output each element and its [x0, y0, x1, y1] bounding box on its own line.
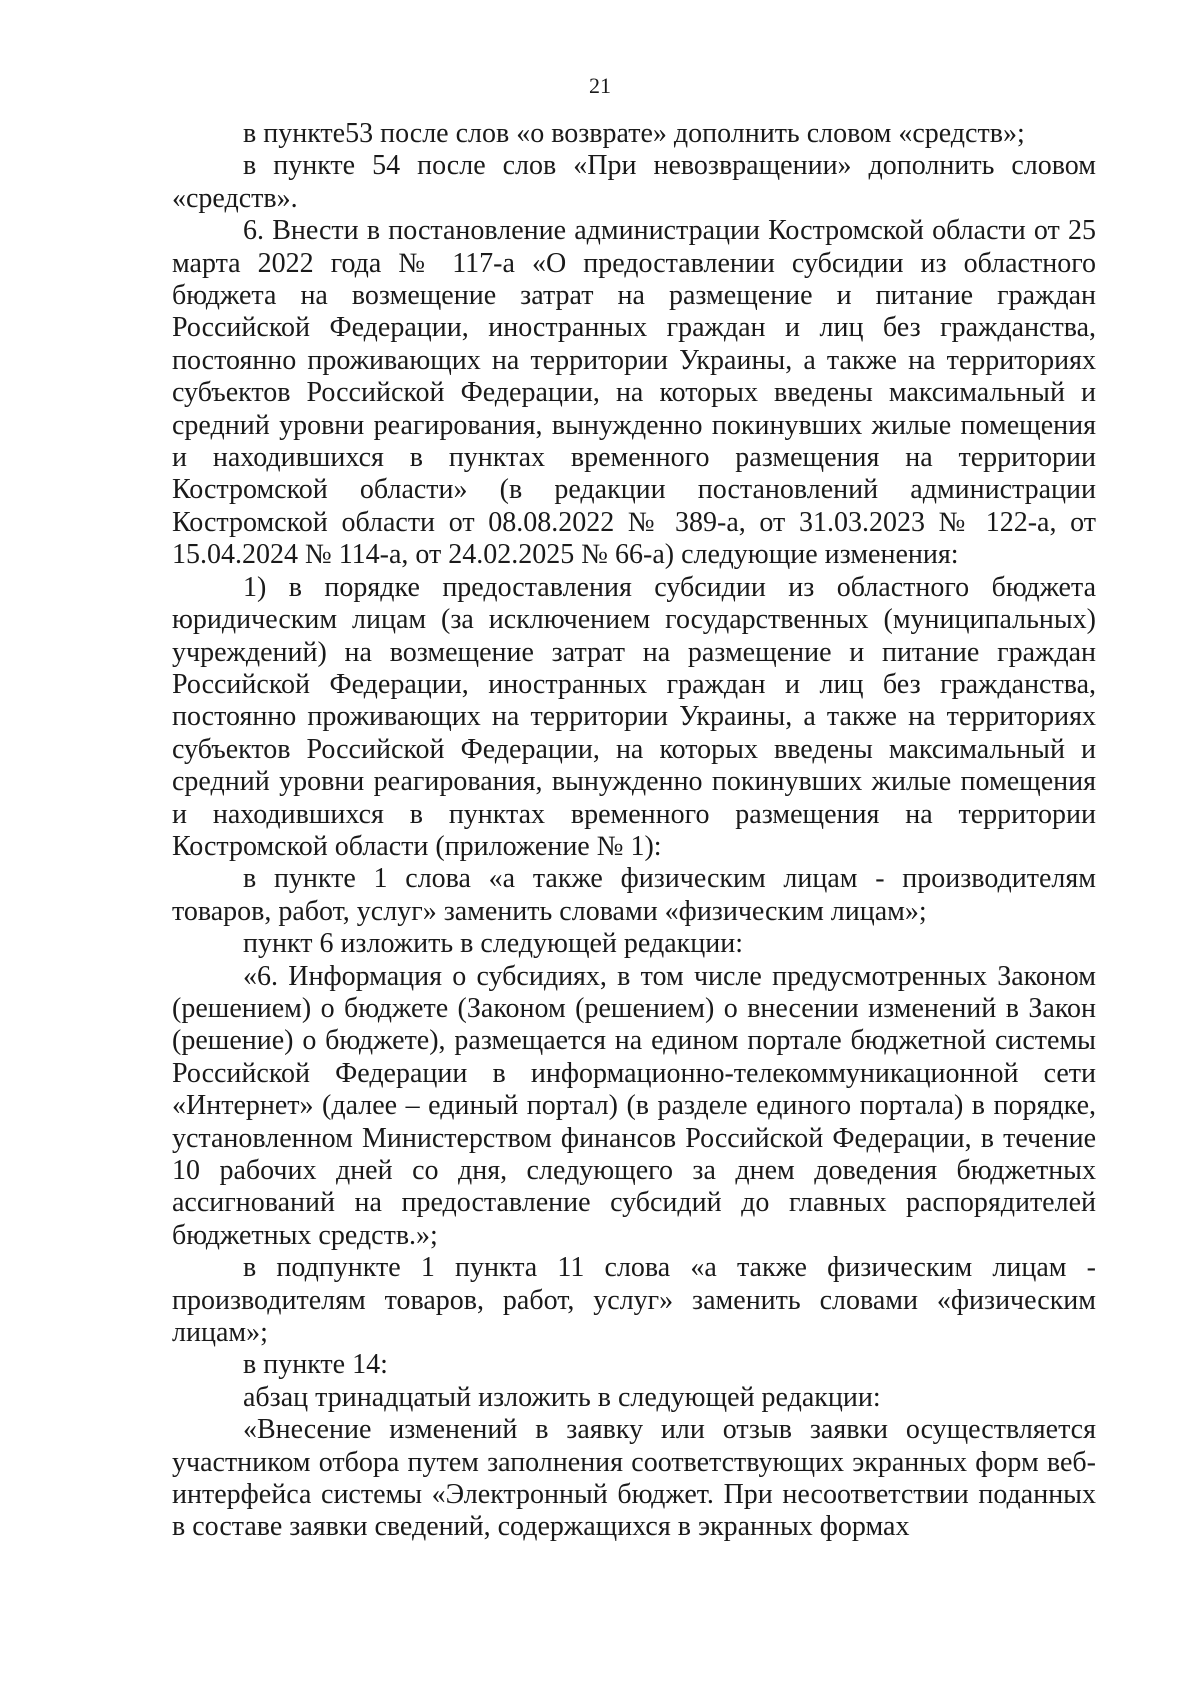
- paragraph-abzac-13-text: «Внесение изменений в заявку или отзыв заявки осуществляется участником отбора путем заполнения соответствующих экранных форм веб-интерфейса системы «Электронный бюджет. При несоответствии поданных в составе заявки сведений, содержащихся в экранных формах: [172, 1414, 1096, 1543]
- paragraph-abzac-13-intro: абзац тринадцатый изложить в следующей редакции:: [243, 1381, 881, 1413]
- paragraph-clause-54: в пункте 54 после слов «При невозвращении» дополнить словом «средств».: [172, 150, 1096, 214]
- paragraph-clause-1-change: в пункте 1 слова «а также физическим лицам - производителям товаров, работ, услуг» заменить словами «физическим лицам»;: [172, 863, 1096, 927]
- paragraph-clause-6-intro: пункт 6 изложить в следующей редакции:: [243, 928, 743, 960]
- paragraph-clause-53: в пункте53 после слов «о возврате» дополнить словом «средств»;: [243, 118, 1025, 149]
- document-body: [172, 118, 1096, 1544]
- paragraph-clause-14-intro: в пункте 14:: [243, 1349, 388, 1381]
- paragraph-clause-11-change: в подпункте 1 пункта 11 слова «а также физическим лицам - производителям товаров, работ, услуг» заменить словами «физическим лицам»;: [172, 1252, 1096, 1349]
- paragraph-item-6: 6. Внести в постановление администрации Костромской области от 25 марта 2022 года № 117-а «О предоставлении субсидии из областного бюджета на возмещение затрат на размещение и питание граждан Российской Федерации, иностранных граждан и лиц без гражданства, постоянно проживающих на территории Украины, а также на территориях субъектов Российской Федерации, на которых введены максимальный и средний уровни реагирования, вынужденно покинувших жилые помещения и находившихся в пунктах временного размещения на территории Костромской области» (в редакции постановлений администрации Костромской области от 08.08.2022 № 389-а, от 31.03.2023 № 122-а, от 15.04.2024 № 114-а, от 24.02.2025 № 66-а) следующие изменения:: [172, 215, 1096, 571]
- paragraph-subitem-1: 1) в порядке предоставления субсидии из областного бюджета юридическим лицам (за исключением государственных (муниципальных) учреждений) на возмещение затрат на размещение и питание граждан Российской Федерации, иностранных граждан и лиц без гражданства, постоянно проживающих на территории Украины, а также на территориях субъектов Российской Федерации, на которых введены максимальный и средний уровни реагирования, вынужденно покинувших жилые помещения и находившихся в пунктах временного размещения на территории Костромской области (приложение № 1):: [172, 571, 1096, 862]
- paragraph-clause-6-text: «6. Информация о субсидиях, в том числе предусмотренных Законом (решением) о бюджете (Законом (решением) о внесении изменений в Закон (решение) о бюджете), размещается на едином портале бюджетной системы Российской Федерации в информационно-телекоммуникационной сети «Интернет» (далее – единый портал) (в разделе единого портала) в порядке, установленном Министерством финансов Российской Федерации, в течение 10 рабочих дней со дня, следующего за днем доведения бюджетных ассигнований на предоставление субсидий до главных распорядителей бюджетных средств.»;: [172, 960, 1096, 1251]
- page-number: 21: [589, 73, 611, 98]
